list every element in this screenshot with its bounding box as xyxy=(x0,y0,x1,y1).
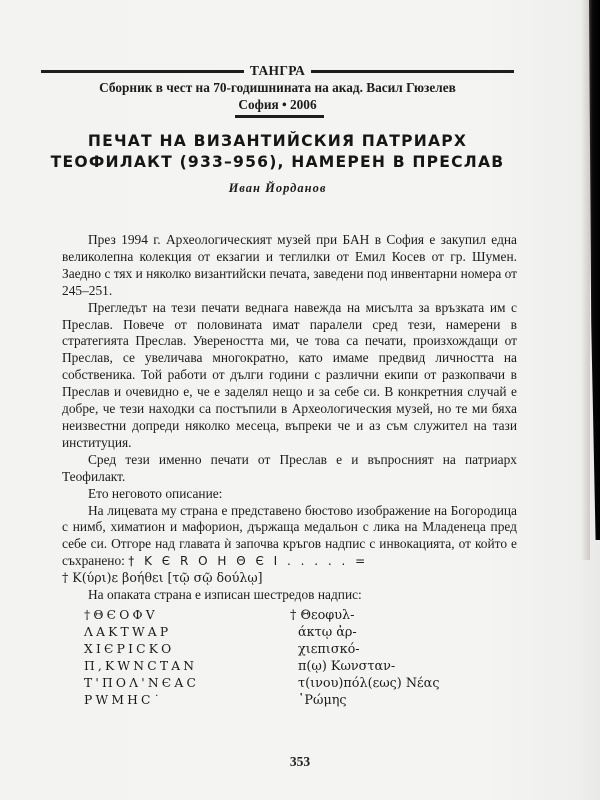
obverse-reading: † Κ(ύρι)ε βοήθει [τῷ σῷ δούλῳ] xyxy=(62,570,263,586)
transcription-line: χιεπισκό- xyxy=(298,642,360,657)
obverse-inscription: † Κ Є R O H Θ Є I . . . . . = xyxy=(128,554,369,569)
running-header xyxy=(41,64,514,78)
page-number: 353 xyxy=(289,754,311,769)
paragraph: Сред тези именно печати от Преслав е и въпросният на патриарх Теофилакт. xyxy=(62,451,517,484)
inscription-original xyxy=(84,607,199,709)
inscription-line: Τ'ΠΟΛ'ΝЄΑϹ xyxy=(84,676,200,690)
inscription-line: Π,ΚWΝϹΤΑΝ xyxy=(84,659,198,673)
header-rule-left xyxy=(41,70,244,73)
obverse-description: На лицевата му страна е представено бюстово изображение на Богородица с нимб, химатион и мафорион, държаща медальон с лика на Младенеца пред себе си. Отгоре над главата ѝ започва кръгов надпис с инвокацията, от който е съхранено: xyxy=(62,502,517,569)
header-underline xyxy=(235,115,324,118)
inscription-transcription xyxy=(290,607,440,709)
paragraph-obverse xyxy=(62,503,517,571)
transcription-line: άκτῳ ἀρ- xyxy=(298,625,357,640)
page-gutter-shadow xyxy=(581,0,590,560)
series-title: ТАНГРА xyxy=(249,63,306,78)
transcription-line: π(ῳ) Κωνσταν- xyxy=(298,659,396,674)
title-line: ПЕЧАТ НА ВИЗАНТИЙСКИЯ ПАТРИАРХ xyxy=(87,132,468,150)
inscription-line: ΛΑΚΤWΑΡ xyxy=(84,625,172,639)
header-rule-right xyxy=(311,70,514,73)
paragraph: Ето неговото описание: xyxy=(88,485,223,501)
inscription-line: †ΘЄΟΦV xyxy=(84,608,158,622)
article-title xyxy=(41,131,514,173)
inscription-line: ΧΙЄΡΙϹΚΟ xyxy=(84,642,175,656)
paragraph: През 1994 г. Археологическият музей при БАН в София е закупил една великолепна колекция от екзагии и теглилки от Емил Косев от гр. Шумен. Заедно с тях и няколко византийски печата, заведени под инвентарни номера от 245–251. xyxy=(62,232,517,298)
article-author: Иван Йорданов xyxy=(228,181,327,195)
transcription-line: ῾Ρώμης xyxy=(298,693,347,708)
transcription-line: † Θεοφυλ- xyxy=(290,608,355,623)
article-body xyxy=(62,232,517,604)
inscription-line: ΡWΜΗϹ˙ xyxy=(84,693,163,707)
book-spine-edge xyxy=(589,0,600,540)
series-subtitle: Сборник в чест на 70-годишнината на акад. Васил Гюзелев xyxy=(99,80,456,95)
paragraph: Прегледът на тези печати веднага навежда на мисълта за връзката им с Преслав. Повече от половината имат паралели сред тези, намерени в стратегията Преслав. Увереността ми, че това са печати, произхождащи от Преслав, се увеличава многократно, като имаме предвид личността на собственика. Той работи от дълги години с различни екипи от разкопвачи в Преслав и очевидно е, че е заделял нещо и за себе си. В конкретния случай е добре, че тези находки са постъпили в Археологическия музей, но те ми бяха неизвестни допреди няколко месеца, въпреки че и аз съм служител на тази институция. xyxy=(62,299,517,450)
title-line: ТЕОФИЛАКТ (933–956), НАМЕРЕН В ПРЕСЛАВ xyxy=(50,153,505,171)
transcription-line: τ(ινου)πόλ(εως) Νέας xyxy=(298,676,440,691)
reverse-intro: На опаката страна е изписан шестредов надпис: xyxy=(88,587,362,603)
place-and-year: София • 2006 xyxy=(238,97,317,112)
